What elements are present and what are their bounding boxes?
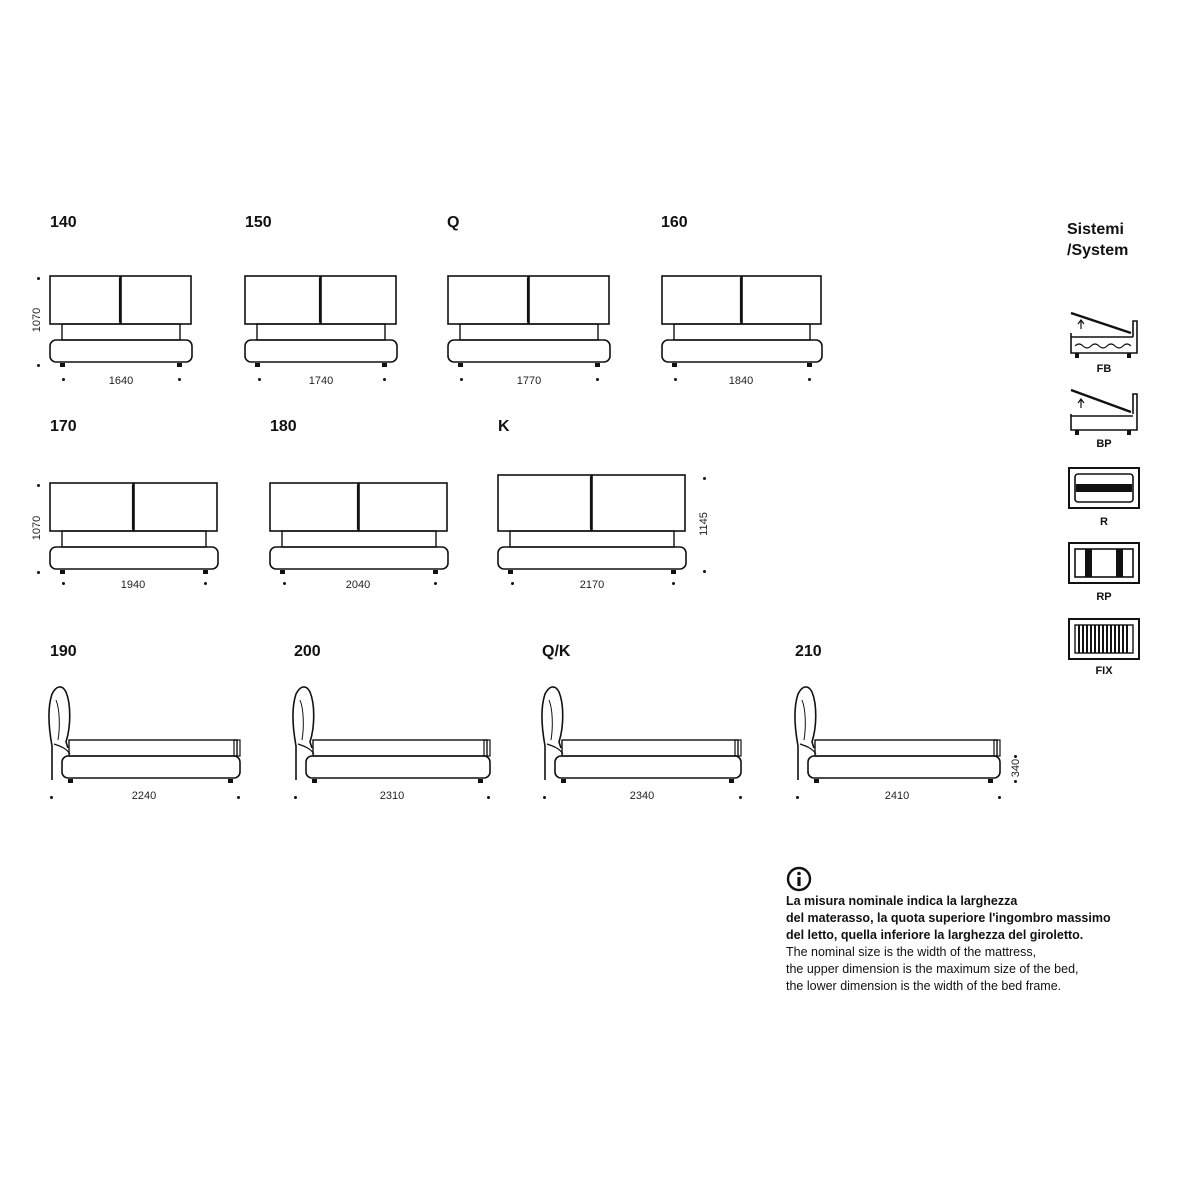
note-english-line1: The nominal size is the width of the mattress, (786, 945, 1037, 959)
dimension-tick (460, 378, 463, 381)
system-code-r: R (1100, 516, 1108, 528)
size-label: 200 (294, 643, 321, 660)
dimension-tick (998, 796, 1001, 799)
bed-side-drawing (792, 686, 1004, 786)
height-dimension: 1070 (31, 307, 43, 333)
dimension-tick (703, 570, 706, 573)
bed-front-drawing (48, 481, 220, 579)
dimension-tick (672, 582, 675, 585)
bed-front-drawing (243, 274, 399, 372)
bed-front-drawing (268, 481, 450, 579)
bed-front-drawing (48, 274, 194, 372)
slatted-base-icon (1067, 466, 1141, 512)
bed-side-drawing (539, 686, 745, 786)
note-italian-line3: del letto, quella inferiore la larghezza del giroletto. (786, 928, 1084, 942)
dimension-tick (258, 378, 261, 381)
height-dimension: 1070 (31, 515, 43, 541)
width-dimension: 2040 (345, 579, 371, 591)
size-label: Q (447, 214, 460, 231)
storage-lift-base-icon (1067, 380, 1141, 440)
size-label: 160 (661, 214, 688, 231)
size-label: 150 (245, 214, 272, 231)
dimension-tick (37, 571, 40, 574)
dimension-tick (383, 378, 386, 381)
bed-side-drawing (290, 686, 494, 786)
length-dimension: 2310 (379, 790, 405, 802)
size-label: K (498, 418, 510, 435)
storage-lift-mattress-icon (1067, 303, 1141, 363)
bed-front-drawing (446, 274, 612, 372)
size-label: 190 (50, 643, 77, 660)
systems-title (1067, 219, 1128, 261)
width-dimension: 2170 (579, 579, 605, 591)
note-english-line3: the lower dimension is the width of the bed frame. (786, 979, 1062, 993)
dimension-tick (283, 582, 286, 585)
dimension-tick (511, 582, 514, 585)
dimension-tick (178, 378, 181, 381)
dimension-tick (204, 582, 207, 585)
dimension-tick (703, 477, 706, 480)
dimension-tick (487, 796, 490, 799)
dimension-tick (434, 582, 437, 585)
fixed-slats-icon (1067, 617, 1141, 663)
size-label: 210 (795, 643, 822, 660)
size-label: 140 (50, 214, 77, 231)
system-code-fix: FIX (1095, 665, 1113, 677)
size-label: 170 (50, 418, 77, 435)
dimension-tick (37, 484, 40, 487)
dimension-tick (62, 582, 65, 585)
width-dimension: 1740 (308, 375, 334, 387)
bed-front-drawing (496, 473, 688, 579)
width-dimension: 1940 (120, 579, 146, 591)
dimension-tick (674, 378, 677, 381)
dimension-tick (808, 378, 811, 381)
note-italian-line1: La misura nominale indica la larghezza (786, 894, 1018, 908)
bed-front-drawing (660, 274, 824, 372)
dimension-tick (294, 796, 297, 799)
width-dimension: 1640 (108, 375, 134, 387)
height-dimension: 340 (1010, 758, 1022, 778)
bed-side-drawing (46, 686, 244, 786)
systems-title-line1: Sistemi (1067, 221, 1124, 238)
dimension-tick (796, 796, 799, 799)
height-dimension: 1145 (698, 512, 710, 536)
systems-title-line2: /System (1067, 242, 1129, 259)
dimension-tick (543, 796, 546, 799)
width-dimension: 1840 (728, 375, 754, 387)
note-italian-line2: del materasso, la quota superiore l'ingombro massimo (786, 911, 1111, 925)
dimension-tick (237, 796, 240, 799)
width-dimension: 1770 (516, 375, 542, 387)
system-code-bp: BP (1096, 438, 1112, 450)
system-code-fb: FB (1096, 363, 1112, 375)
size-label: Q/K (542, 643, 571, 660)
adjustable-slat-icon (1067, 541, 1141, 587)
dimension-tick (62, 378, 65, 381)
note-english-line2: the upper dimension is the maximum size of the bed, (786, 962, 1079, 976)
info-icon (786, 866, 812, 892)
length-dimension: 2410 (884, 790, 910, 802)
system-code-rp: RP (1096, 591, 1112, 603)
size-label: 180 (270, 418, 297, 435)
dimension-tick (37, 364, 40, 367)
length-dimension: 2340 (629, 790, 655, 802)
dimension-tick (50, 796, 53, 799)
length-dimension: 2240 (131, 790, 157, 802)
dimension-tick (596, 378, 599, 381)
note-text (786, 893, 1146, 995)
dimension-tick (739, 796, 742, 799)
dimension-tick (37, 277, 40, 280)
